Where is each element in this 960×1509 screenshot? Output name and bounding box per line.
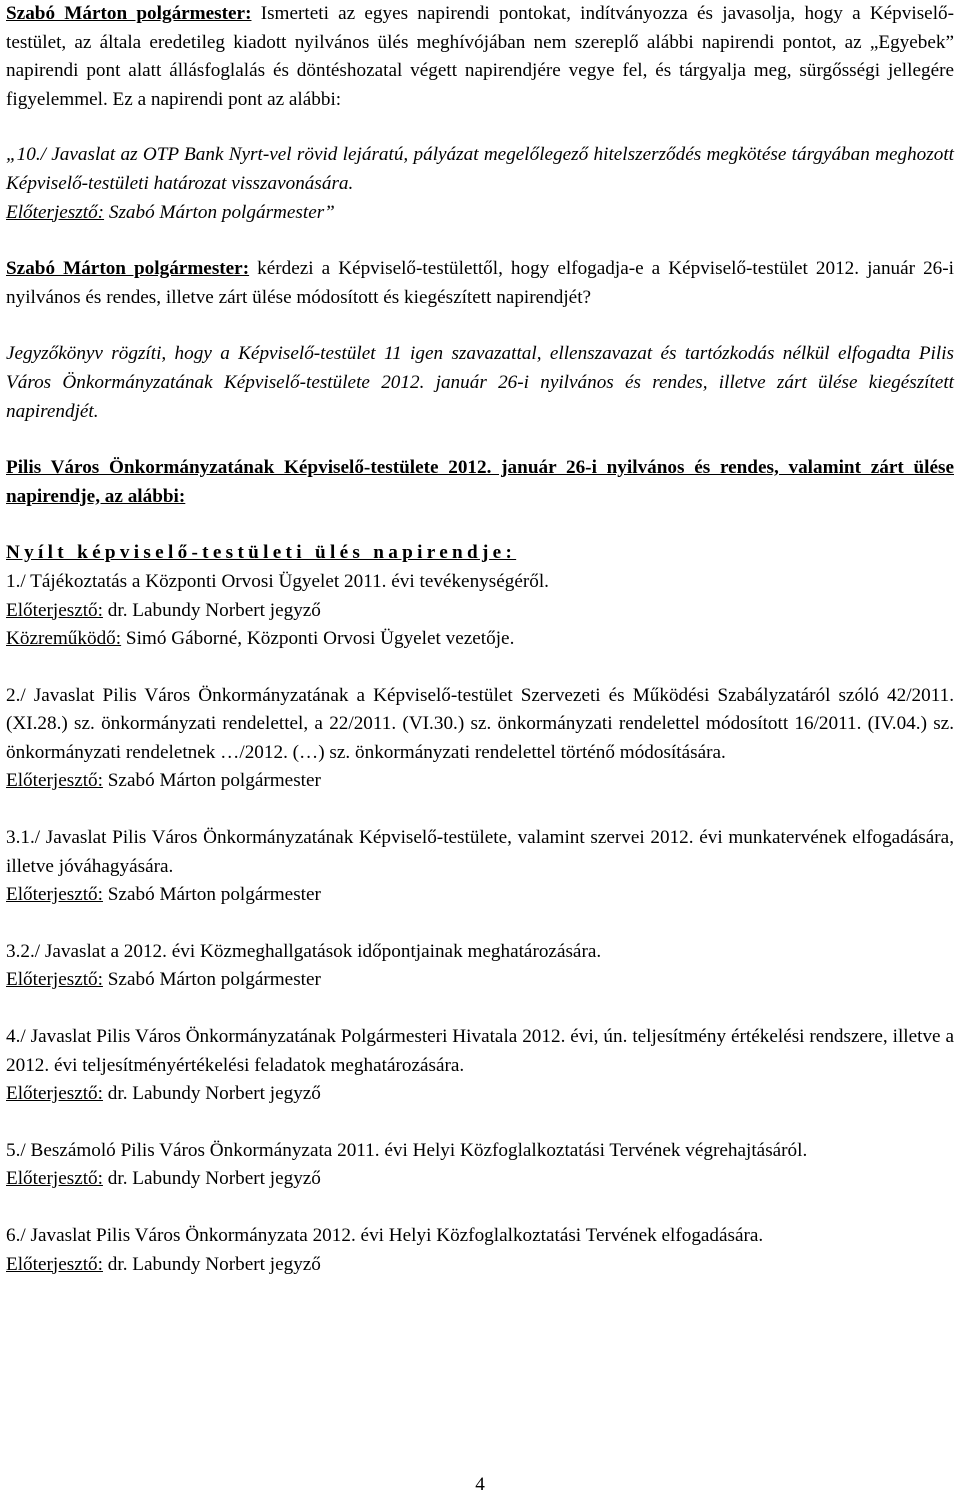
agenda-item-role xyxy=(6,597,954,626)
agenda-item xyxy=(6,1222,954,1279)
agenda-item-text: 1./ Tájékoztatás a Központi Orvosi Ügyelet 2011. évi tevékenységéről. xyxy=(6,570,549,592)
question-speaker: Szabó Márton polgármester: xyxy=(6,258,250,280)
role-label: Előterjesztő: xyxy=(6,1083,103,1105)
agenda-item xyxy=(6,568,954,654)
agenda-item-role xyxy=(6,881,954,910)
agenda-item-text: 3.2./ Javaslat a 2012. évi Közmeghallgatások időpontjainak meghatározására. xyxy=(6,940,602,962)
urgent-item-presenter xyxy=(6,199,954,228)
role-value: Simó Gáborné, Központi Orvosi Ügyelet vezetője. xyxy=(121,628,515,650)
agenda-item xyxy=(6,938,954,995)
agenda-item-role xyxy=(6,966,954,995)
agenda-item-role xyxy=(6,767,954,796)
agenda-item-role xyxy=(6,625,954,654)
role-label: Előterjesztő: xyxy=(6,969,103,991)
role-label: Előterjesztő: xyxy=(6,599,103,621)
agenda-item-text: 5./ Beszámoló Pilis Város Önkormányzata 2011. évi Helyi Közfoglalkoztatási Tervének végrehajtásáról. xyxy=(6,1139,808,1161)
intro-paragraph xyxy=(6,0,954,114)
role-value: dr. Labundy Norbert jegyző xyxy=(102,1168,321,1190)
role-label: Előterjesztő: xyxy=(6,884,103,906)
agenda-item-text: 2./ Javaslat Pilis Város Önkormányzatának a Képviselő-testület Szervezeti és Működési Szabályzatáról szóló 42/2011. (XI.28.) sz. önkormányzati rendelettel, a 22/2011. (VI.30.) sz. önkormányzati rendelettel módosított 16/2011. (IV.04.) sz. önkormányzati rendeletnek …/2012. (…) sz. önkormányzati rendelettel történő módosítására. xyxy=(6,684,954,763)
agenda-item-text: 6./ Javaslat Pilis Város Önkormányzata 2012. évi Helyi Közfoglalkoztatási Tervének elfogadására. xyxy=(6,1225,764,1246)
agenda-item-role xyxy=(6,1080,954,1109)
intro-text: Ismerteti az egyes napirendi pontokat, indítványozza és javasolja, hogy a Képviselő-testület, az általa eredetileg kiadott nyilvános ülés meghívójában nem szereplő alábbi napirendi pontot, az „Egyebek” napirendi pont alatt állásfoglalás és döntéshozatal végett napirendjére vegye fel, és tárgyalja meg, sürgősségi jellegére figyelemmel. Ez a napirendi pont az alábbi: xyxy=(6,3,955,110)
minutes-paragraph: Jegyzőkönyv rögzíti, hogy a Képviselő-testület 11 igen szavazattal, ellenszavazat és tartózkodás nélkül elfogadta Pilis Város Önkormányzatának Képviselő-testülete 2012. január 26-i nyilvános és rendes, illetve zárt ülése kiegészített napirendjét. xyxy=(6,343,954,422)
agenda-items xyxy=(6,568,954,1279)
question-paragraph xyxy=(6,255,954,312)
agenda-item xyxy=(6,1023,954,1109)
agenda-heading: Pilis Város Önkormányzatának Képviselő-testülete 2012. január 26-i nyilvános és rendes, valamint zárt ülése napirendje, az alábbi: xyxy=(6,457,954,507)
intro-speaker: Szabó Márton polgármester: xyxy=(6,3,252,24)
role-value: dr. Labundy Norbert jegyző xyxy=(102,1253,321,1275)
open-session-heading-text: Nyílt képviselő-testületi ülés napirendje: xyxy=(6,542,517,564)
open-session-heading xyxy=(6,539,954,568)
agenda-item xyxy=(6,824,954,910)
agenda-item xyxy=(6,1137,954,1194)
document-page xyxy=(6,0,954,1279)
role-value: Szabó Márton polgármester xyxy=(102,969,321,991)
role-value: Szabó Márton polgármester xyxy=(102,770,321,792)
question-text: kérdezi a Képviselő-testülettől, hogy elfogadja-e a Képviselő-testület 2012. január 26-i nyilvános és rendes, illetve zárt ülése módosított és kiegészített napirendjét? xyxy=(6,258,954,308)
page-number: 4 xyxy=(475,1474,485,1495)
presenter-name: Szabó Márton polgármester” xyxy=(104,201,335,223)
role-label: Előterjesztő: xyxy=(6,770,103,792)
role-label: Közreműködő: xyxy=(6,628,122,650)
urgent-item-text: „10./ Javaslat az OTP Bank Nyrt-vel rövid lejáratú, pályázat megelőlegező hitelszerződés megkötése tárgyában meghozott Képviselő-testületi határozat visszavonására. xyxy=(6,144,954,194)
role-label: Előterjesztő: xyxy=(6,1168,103,1190)
role-value: dr. Labundy Norbert jegyző xyxy=(102,1083,321,1105)
role-value: Szabó Márton polgármester xyxy=(102,884,321,906)
presenter-label: Előterjesztő: xyxy=(6,201,105,223)
agenda-item-role xyxy=(6,1165,954,1194)
agenda-item-text: 4./ Javaslat Pilis Város Önkormányzatának Polgármesteri Hivatala 2012. évi, ún. teljesítmény értékelési rendszere, illetve a 2012. évi teljesítményértékelési feladatok meghatározására. xyxy=(6,1026,954,1076)
agenda-item-text: 3.1./ Javaslat Pilis Város Önkormányzatának Képviselő-testülete, valamint szervei 2012. évi munkatervének elfogadására, illetve jóváhagyására. xyxy=(6,827,954,877)
agenda-item-role xyxy=(6,1251,954,1280)
role-label: Előterjesztő: xyxy=(6,1253,103,1275)
role-value: dr. Labundy Norbert jegyző xyxy=(102,599,321,621)
agenda-item xyxy=(6,682,954,796)
